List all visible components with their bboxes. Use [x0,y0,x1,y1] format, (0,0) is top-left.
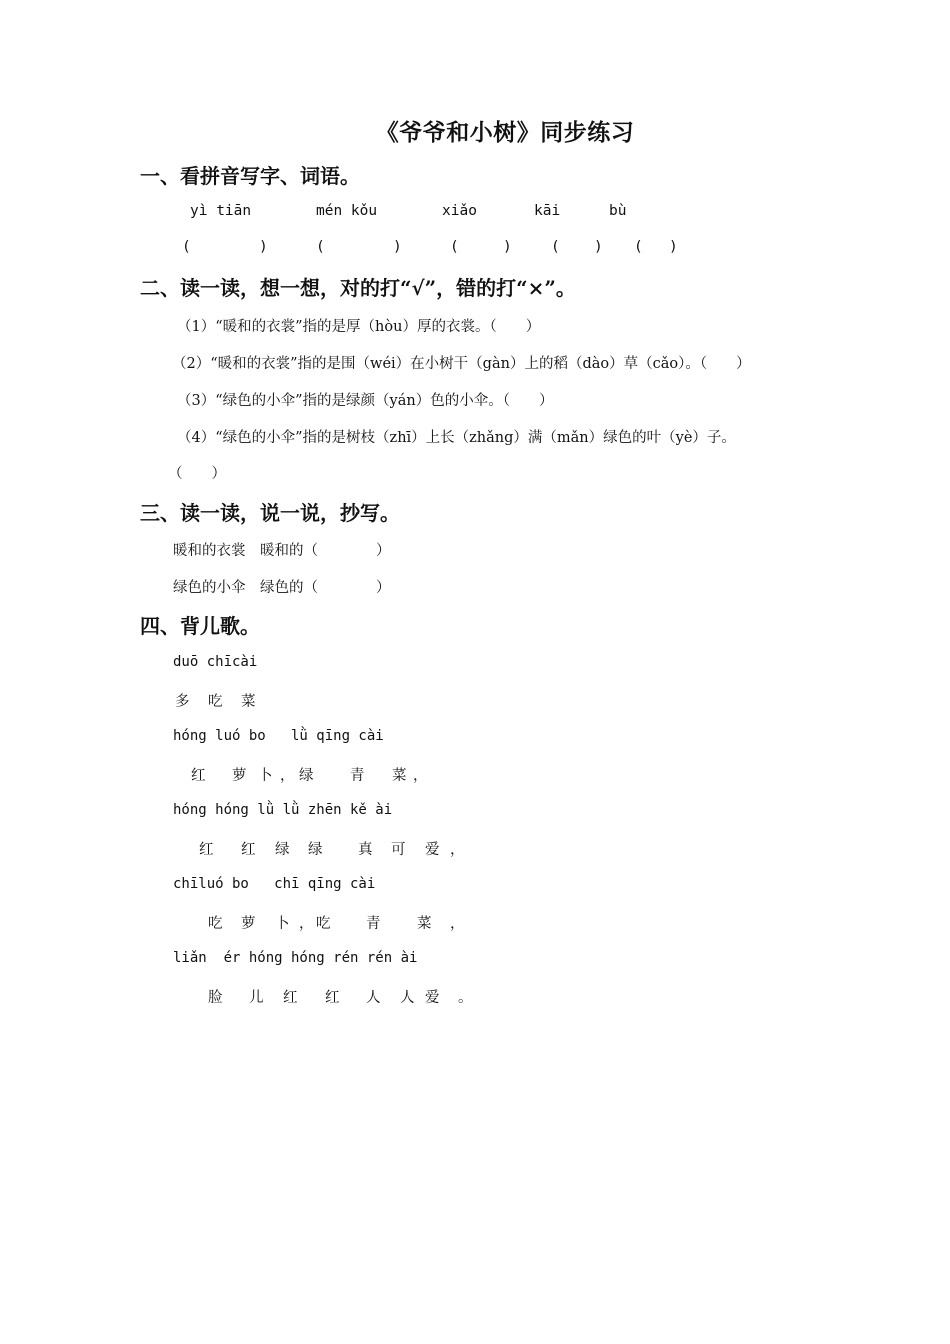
pinyin-item: bù [609,203,627,219]
question-item-3: （3）“绿色的小伞”指的是绿颜（yán）色的小伞。（ ） [177,393,554,409]
blank-close: ) [594,239,603,255]
poem-char: 。 [458,990,473,1006]
poem-char: 红 [199,842,214,858]
poem-char: 红 [325,990,340,1006]
poem-line-3 [0,838,950,858]
poem-char: 儿 [249,990,264,1006]
section-2-heading: 二、读一读，想一想，对的打“√”，错的打“×”。 [140,276,576,300]
blank-close: ) [503,239,512,255]
poem-char: 红 [191,768,206,784]
poem-char: 真 [358,842,373,858]
poem-pinyin-3: hóng hóng lǜ lǜ zhēn kě ài [173,802,393,818]
blank-open: ( [634,239,643,255]
poem-char: 萝 [241,916,256,932]
section-4-heading: 四、背儿歌。 [140,614,260,638]
poem-char: ， [450,916,465,932]
section-1-heading: 一、看拼音写字、词语。 [140,164,360,188]
poem-char: 青 [366,916,381,932]
poem-char: 脸 [208,990,223,1006]
poem-char: 红 [283,990,298,1006]
poem-line-2 [0,764,950,784]
poem-pinyin-1: duō chīcài [173,654,258,670]
pinyin-item: yì tiān [190,203,252,219]
poem-char: 菜 [241,694,256,710]
blank-open: ( [182,239,191,255]
poem-char: ， [299,916,314,932]
poem-char: 绿 [299,768,314,784]
poem-char: 菜 [392,768,407,784]
poem-char: ， [450,842,465,858]
poem-char: 爱 [425,990,440,1006]
poem-char: ， [413,768,428,784]
pinyin-item: xiǎo [442,203,477,219]
blank-close: ) [669,239,678,255]
poem-char: 人 [400,990,415,1006]
copy-line-1: 暖和的衣裳 暖和的（ ） [173,543,391,559]
poem-char: 红 [241,842,256,858]
question-item-4: （4）“绿色的小伞”指的是树枝（zhī）上长（zhǎng）满（mǎn）绿色的叶（yè）子。 [177,430,736,446]
poem-char: 多 [175,694,190,710]
copy-line-2: 绿色的小伞 绿色的（ ） [173,580,391,596]
poem-char: 青 [350,768,365,784]
blank-open: ( [316,239,325,255]
poem-char: 绿 [308,842,323,858]
pinyin-item: kāi [534,203,561,219]
poem-char: 绿 [275,842,290,858]
poem-char: 爱 [425,842,440,858]
poem-char: 卜 [258,768,273,784]
poem-char: 人 [366,990,381,1006]
pinyin-item: mén kǒu [316,203,378,219]
poem-char: 卜 [275,916,290,932]
question-item-2: （2）“暖和的衣裳”指的是围（wéi）在小树干（gàn）上的稻（dào）草（cǎo）。（ ） [172,356,751,372]
poem-pinyin-5: liǎn ér hóng hóng rén rén ài [173,950,418,966]
question-item-4-blank: （ ） [168,466,226,482]
poem-line-1 [0,690,950,710]
answer-blanks-row [0,239,950,259]
poem-line-5 [0,986,950,1006]
poem-char: 吃 [316,916,331,932]
blank-close: ) [259,239,268,255]
blank-open: ( [551,239,560,255]
pinyin-row [0,203,950,223]
poem-char: 萝 [232,768,247,784]
page-title: 《爷爷和小树》同步练习 [375,119,635,146]
poem-pinyin-2: hóng luó bo lǜ qīng cài [173,728,384,744]
poem-char: 菜 [417,916,432,932]
question-item-1: （1）“暖和的衣裳”指的是厚（hòu）厚的衣裳。（ ） [177,319,541,335]
poem-char: 吃 [208,916,223,932]
poem-char: ， [280,768,295,784]
section-3-heading: 三、读一读，说一说，抄写。 [140,501,400,525]
poem-char: 可 [391,842,406,858]
poem-pinyin-4: chīluó bo chī qīng cài [173,876,376,892]
blank-close: ) [393,239,402,255]
blank-open: ( [450,239,459,255]
poem-line-4 [0,912,950,932]
poem-char: 吃 [208,694,223,710]
